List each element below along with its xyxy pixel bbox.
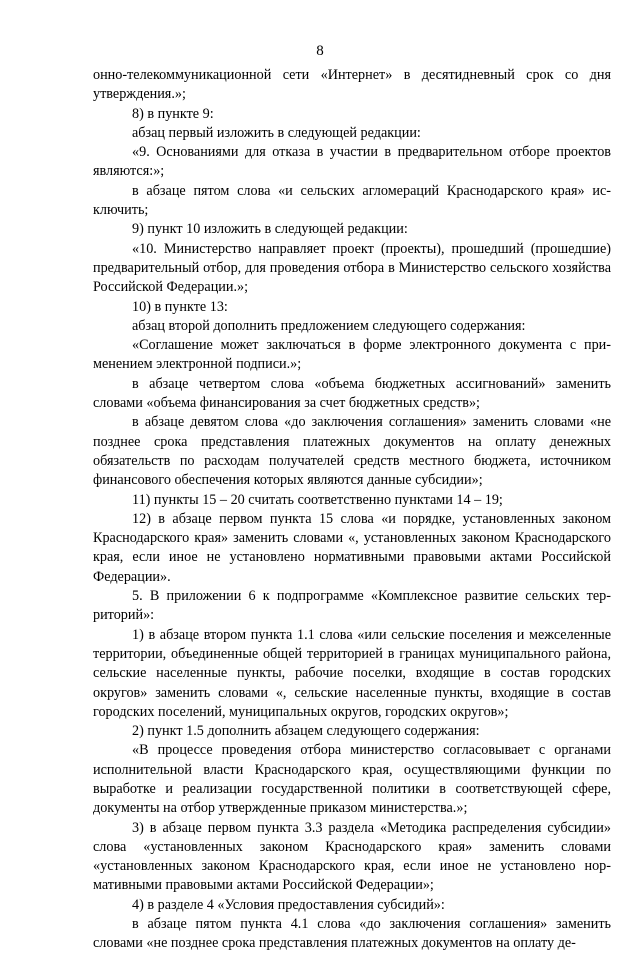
paragraph: «9. Основаниями для отказа в участии в предварительном отборе проектов являются:»;: [93, 144, 611, 180]
paragraph: в абзаце пятом пункта 4.1 слова «до заключения соглашения» заменить словами «не позднее срока представления платежных документов на оплату де-: [93, 916, 611, 952]
paragraph: в абзаце девятом слова «до заключения соглашения» заменить словами «не позднее срока представления платежных документов на оплату денежных обязательств по расходам получателей средств местного бюджета, источником финансового обеспечения которых являются данные субсидии»;: [93, 414, 611, 489]
document-body: [93, 66, 611, 954]
paragraph: «Соглашение может заключаться в форме электронного документа с применением электронной подписи.»;: [93, 337, 611, 373]
paragraph: 10) в пункте 13:: [132, 298, 228, 315]
paragraph: «В процессе проведения отбора министерство согласовывает с органами исполнительной власти Краснодарского края, осуществляющими функции по выработке и реализации государственной политики в соответствующей сфере, документы на отбор утвержденные приказом министерства.»;: [93, 742, 611, 817]
paragraph: 8) в пункте 9:: [132, 105, 214, 122]
paragraph: 9) пункт 10 изложить в следующей редакции:: [132, 221, 408, 238]
paragraph: 4) в разделе 4 «Условия предоставления субсидий»:: [132, 896, 445, 913]
paragraph: 5. В приложении 6 к подпрограмме «Комплексное развитие сельских территорий»:: [93, 588, 611, 624]
paragraph: 11) пункты 15 – 20 считать соответственно пунктами 14 – 19;: [132, 491, 503, 508]
paragraph: 2) пункт 1.5 дополнить абзацем следующего содержания:: [132, 723, 480, 740]
paragraph: абзац первый изложить в следующей редакции:: [132, 124, 421, 141]
paragraph: «10. Министерство направляет проект (проекты), прошедший (прошедшие) предварительный отбор, для проведения отбора в Министерство сельского хозяйства Российской Федерации.»;: [93, 240, 611, 296]
paragraph: в абзаце пятом слова «и сельских агломераций Краснодарского края» исключить;: [93, 182, 611, 219]
paragraph: абзац второй дополнить предложением следующего содержания:: [132, 317, 526, 334]
paragraph: 1) в абзаце втором пункта 1.1 слова «или сельские поселения и межселенные территории, объединенные общей территорией в границах муниципального района, сельские населенные пункты, рабочие поселки, входящие в состав городских округов» заменить словами «, сельские населенные пункты, входящие в состав городских поселений, муниципальных округов, городских округов»;: [93, 626, 611, 720]
page-number: 8: [316, 43, 324, 59]
paragraph: в абзаце четвертом слова «объема бюджетных ассигнований» заменить словами «объема финансирования за счет бюджетных средств»;: [93, 375, 611, 412]
paragraph: онно-телекоммуникационной сети «Интернет» в десятидневный срок со дня утверждения.»;: [93, 67, 611, 103]
paragraph: 3) в абзаце первом пункта 3.3 раздела «Методика распределения субсидии» слова «установленных законом Краснодарского края» заменить словами «установленных законом Краснодарского края, если иное не установлено нормативными правовыми актами Российской Федерации»;: [93, 819, 611, 894]
paragraph: 12) в абзаце первом пункта 15 слова «и порядке, установленных законом Краснодарского края» заменить словами «, установленных законом Краснодарского края, если иное не установлено нормативными правовыми актами Российской Федерации».: [93, 510, 611, 585]
